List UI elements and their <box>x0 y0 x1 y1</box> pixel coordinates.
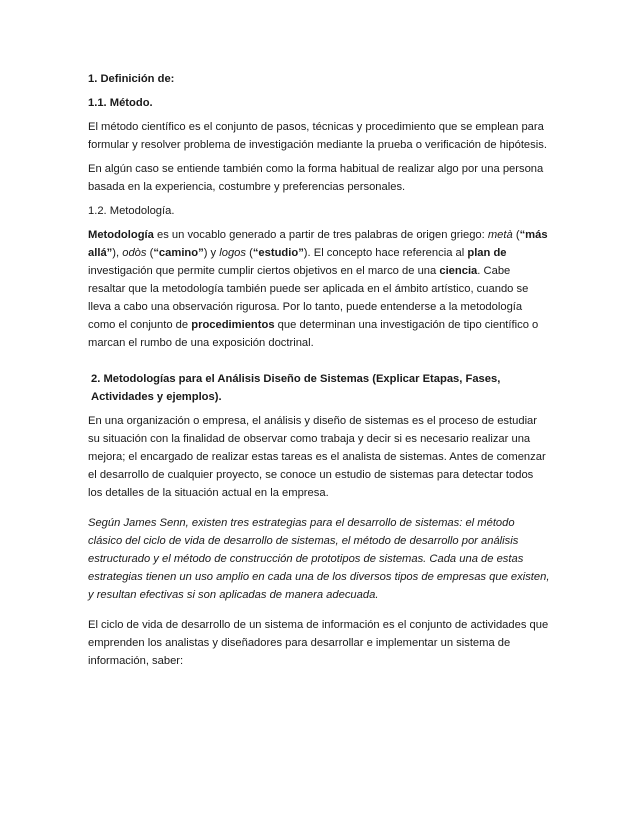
heading-1: 1. Definición de: <box>88 73 175 85</box>
term-odos: odòs <box>122 247 147 259</box>
heading-2: 2. Metodologías para el Análisis Diseño de Sistemas (Explicar Etapas, Fases, Actividades y ejemplos). <box>91 373 501 403</box>
term-plan-de: plan de <box>467 247 507 259</box>
paragraph-ciclo-de-vida: El ciclo de vida de desarrollo de un sistema de información es el conjunto de actividades que emprenden los analistas y diseñadores para desarrollar e implementar un sistema de información, saber: <box>88 619 549 667</box>
text-run: que determinan una investigación de tipo científico o marcan el rumbo de una exposición doctrinal. <box>88 319 539 349</box>
term-camino: “camino” <box>153 247 204 259</box>
term-logos: logos <box>219 247 246 259</box>
term-estudio: “estudio” <box>252 247 304 259</box>
document-page <box>88 70 550 670</box>
paragraph-metodologia <box>88 226 550 352</box>
term-mas-alla: “más allá” <box>88 229 548 259</box>
text-run: ( <box>146 247 154 259</box>
text-run: ( <box>245 247 253 259</box>
text-run: ( <box>512 229 520 241</box>
text-run: investigación que permite cumplir ciertos objetivos en el marco de una <box>88 265 440 277</box>
heading-1-2: 1.2. Metodología. <box>88 205 175 217</box>
heading-1-1: 1.1. Método. <box>88 97 153 109</box>
term-meta: metà <box>487 229 513 241</box>
text-run: ) y <box>203 247 220 259</box>
paragraph-metodo: El método científico es el conjunto de pasos, técnicas y procedimiento que se emplean para formular y resolver problema de investigación mediante la prueba o verificación de hipótesis. <box>88 121 547 151</box>
paragraph-metodo-2: En algún caso se entiende también como la forma habitual de realizar algo por una persona basada en la experiencia, costumbre y preferencias personales. <box>88 163 544 193</box>
text-run: . Cabe resaltar que la metodología también puede ser aplicada en el ámbito artístico, cuando se lleva a cabo una observación rigurosa. Por lo tanto, puede entenderse a la metodología como el conjunto de <box>88 265 529 331</box>
term-procedimientos: procedimientos <box>191 319 275 331</box>
term-metodologia: Metodología <box>88 229 154 241</box>
text-run: ), <box>112 247 123 259</box>
text-run: es un vocablo generado a partir de tres palabras de origen griego: <box>153 229 488 241</box>
text-run: ). El concepto hace referencia al <box>303 247 468 259</box>
paragraph-analisis: En una organización o empresa, el análisis y diseño de sistemas es el proceso de estudiar su situación con la finalidad de observar como trabaja y decir si es necesario realizar una mejora; el encargado de realizar estas tareas es el analista de sistemas. Antes de comenzar el desarrollo de cualquier proyecto, se conoce un estudio de sistemas para detectar todos los detalles de la situación actual en la empresa. <box>88 415 546 499</box>
term-ciencia: ciencia <box>439 265 478 277</box>
paragraph-james-senn: Según James Senn, existen tres estrategias para el desarrollo de sistemas: el método clásico del ciclo de vida de desarrollo de sistemas, el método de desarrollo por análisis estructurado y el método de construcción de prototipos de sistemas. Cada una de estas estrategias tienen un uso amplio en cada una de los diversos tipos de empresas que existen, y resultan efectivas si son aplicadas de manera adecuada. <box>88 517 550 601</box>
